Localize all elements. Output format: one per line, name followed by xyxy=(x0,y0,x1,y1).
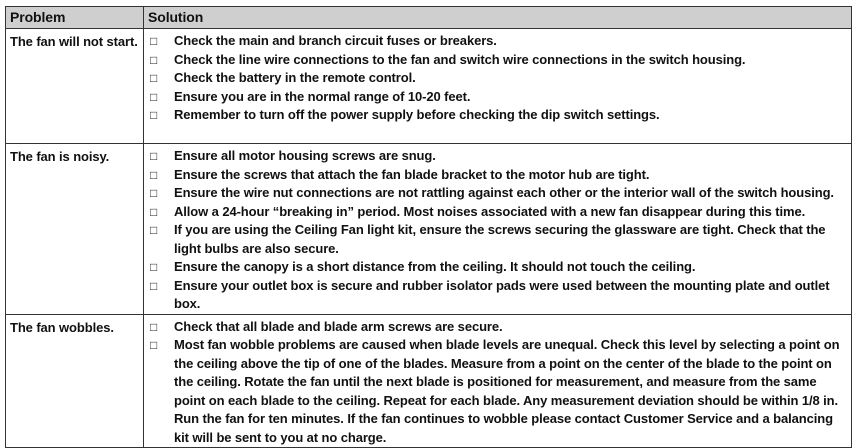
list-item xyxy=(150,106,845,125)
list-item xyxy=(150,32,845,51)
list-item xyxy=(150,221,845,258)
solution-text: Ensure you are in the normal range of 10-20 feet. xyxy=(174,88,471,104)
solution-text: Check the line wire connections to the fan and switch wire connections in the switch housing. xyxy=(174,51,746,67)
troubleshooting-table xyxy=(5,6,852,448)
table-row xyxy=(6,29,852,144)
checkbox-icon: □ xyxy=(150,52,158,67)
checkbox-icon: □ xyxy=(150,223,158,237)
problem-cell: The fan wobbles. xyxy=(6,314,144,448)
table-row xyxy=(6,144,852,315)
problem-cell: The fan will not start. xyxy=(6,29,144,144)
solution-list xyxy=(150,147,845,314)
checkbox-icon: □ xyxy=(150,319,158,334)
list-item xyxy=(150,277,845,314)
solution-text: Check the battery in the remote control. xyxy=(174,70,416,85)
checkbox-icon: □ xyxy=(150,260,158,274)
problem-cell: The fan is noisy. xyxy=(6,144,144,315)
list-item xyxy=(150,166,845,185)
problem-header: Problem xyxy=(6,7,144,29)
checkbox-icon: □ xyxy=(150,108,158,122)
list-item xyxy=(150,184,845,203)
solution-text: Ensure the canopy is a short distance from the ceiling. It should not touch the ceiling. xyxy=(174,259,696,274)
checkbox-icon: □ xyxy=(150,186,158,200)
solution-text: Ensure the screws that attach the fan blade bracket to the motor hub are tight. xyxy=(174,166,650,182)
solution-text: Check the main and branch circuit fuses or breakers. xyxy=(174,33,497,48)
solution-cell xyxy=(144,29,852,144)
solution-cell xyxy=(144,144,852,315)
header-row xyxy=(6,7,852,29)
checkbox-icon: □ xyxy=(150,149,158,163)
checkbox-icon: □ xyxy=(150,89,158,104)
list-item xyxy=(150,258,845,277)
checkbox-icon: □ xyxy=(150,278,158,293)
solution-text: If you are using the Ceiling Fan light kit, ensure the screws securing the glassware are tight. Check that the light bulbs are also secure. xyxy=(174,222,826,256)
table-body xyxy=(6,29,852,448)
checkbox-icon: □ xyxy=(150,338,158,352)
solution-text: Ensure all motor housing screws are snug. xyxy=(174,148,436,163)
solution-text: Ensure your outlet box is secure and rubber isolator pads were used between the mounting plate and outlet box. xyxy=(174,277,830,311)
table-row xyxy=(6,314,852,448)
list-item xyxy=(150,88,845,107)
list-item xyxy=(150,203,845,222)
list-item xyxy=(150,147,845,166)
list-item xyxy=(150,51,845,70)
checkbox-icon: □ xyxy=(150,34,158,48)
list-item xyxy=(150,318,845,337)
checkbox-icon: □ xyxy=(150,167,158,182)
list-item xyxy=(150,69,845,88)
solution-text: Allow a 24-hour “breaking in” period. Most noises associated with a new fan disappear during this time. xyxy=(174,203,806,219)
solution-cell xyxy=(144,314,852,448)
checkbox-icon: □ xyxy=(150,71,158,85)
solution-list xyxy=(150,318,845,448)
solution-list xyxy=(150,32,845,125)
solution-text: Ensure the wire nut connections are not rattling against each other or the interior wall of the switch housing. xyxy=(174,185,834,200)
solution-header: Solution xyxy=(144,7,852,29)
solution-text: Check that all blade and blade arm screws are secure. xyxy=(174,318,503,334)
checkbox-icon: □ xyxy=(150,204,158,219)
list-item xyxy=(150,336,845,447)
solution-text: Remember to turn off the power supply before checking the dip switch settings. xyxy=(174,107,660,122)
solution-text: Most fan wobble problems are caused when blade levels are unequal. Check this level by selecting a point on the ceiling above the tip of one of the blades. Measure from a point on the center of the blade to the point on the ceiling. Rotate the fan until the next blade is positioned for measurement, and measure from the same point on each blade to the ceiling. Repeat for each blade. Any measurement deviation should be within 1/8 in. Run the fan for ten minutes. If the fan continues to wobble please contact Customer Service and a balancing kit will be sent to you at no charge. xyxy=(174,337,840,445)
